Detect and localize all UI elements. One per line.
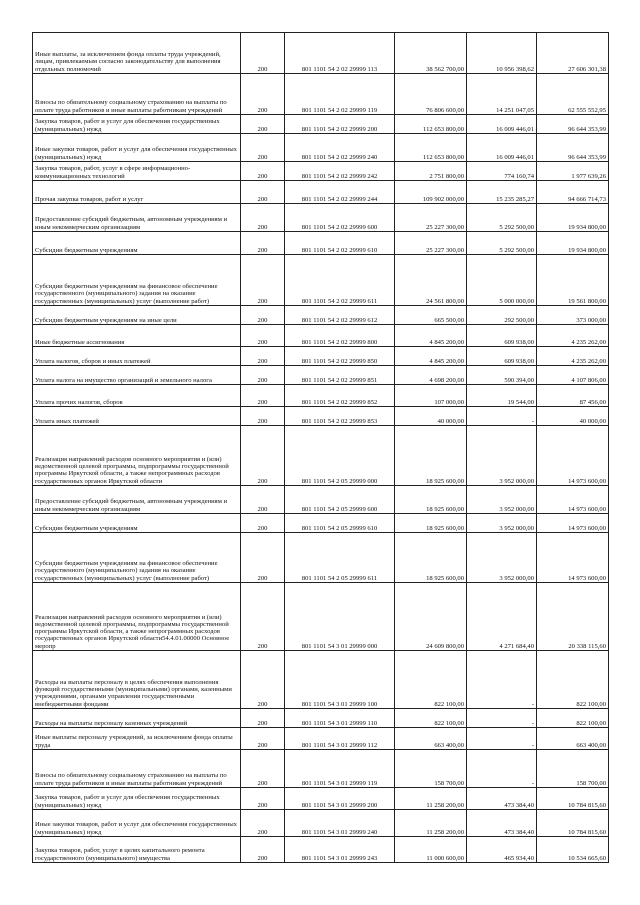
table-body [33, 33, 609, 863]
table-row [33, 204, 609, 232]
row-kbk-cell: 801 1101 54 3 01 29999 200 [285, 788, 395, 810]
row-approved-cell: 24 609 800,00 [395, 583, 467, 651]
row-kbk-cell: 801 1101 54 3 01 29999 119 [285, 750, 395, 788]
row-kbk-cell: 801 1101 54 2 02 29999 850 [285, 347, 395, 366]
row-name-cell: Закупка товаров, работ и услуг для обеспечения государственных (муниципальных) нужд [33, 115, 241, 134]
row-kbk-cell: 801 1101 54 2 05 29999 000 [285, 426, 395, 486]
row-approved-cell: 18 925 600,00 [395, 486, 467, 514]
row-approved-cell: 2 751 800,00 [395, 162, 467, 181]
row-name-cell: Иные бюджетные ассигнования [33, 325, 241, 347]
row-name-cell: Уплата прочих налогов, сборов [33, 385, 241, 407]
row-name-cell: Взносы по обязательному социальному страхованию на выплаты по оплате труда работников и иные выплаты работникам учреждений [33, 74, 241, 115]
row-unexecuted-cell: 62 555 552,95 [537, 74, 609, 115]
row-code-cell: 200 [241, 810, 285, 837]
row-unexecuted-cell: 19 934 800,00 [537, 204, 609, 232]
row-approved-cell: 107 000,00 [395, 385, 467, 407]
row-executed-cell: 3 952 000,00 [467, 533, 537, 583]
row-kbk-cell: 801 1101 54 2 02 29999 200 [285, 115, 395, 134]
row-code-cell: 200 [241, 347, 285, 366]
row-unexecuted-cell: 373 000,00 [537, 306, 609, 325]
row-code-cell: 200 [241, 750, 285, 788]
row-code-cell: 200 [241, 514, 285, 533]
row-name-cell: Иные закупки товаров, работ и услуг для обеспечения государственных (муниципальных) нужд [33, 134, 241, 162]
row-code-cell: 200 [241, 486, 285, 514]
row-code-cell: 200 [241, 306, 285, 325]
row-unexecuted-cell: 96 644 353,99 [537, 115, 609, 134]
row-name-cell: Иные выплаты персоналу учреждений, за исключением фонда оплаты труда [33, 728, 241, 750]
row-unexecuted-cell: 19 561 800,00 [537, 255, 609, 306]
row-approved-cell: 18 925 600,00 [395, 514, 467, 533]
table-row [33, 232, 609, 255]
row-unexecuted-cell: 20 338 115,60 [537, 583, 609, 651]
row-executed-cell: 15 235 285,27 [467, 181, 537, 204]
row-code-cell: 200 [241, 115, 285, 134]
row-code-cell: 200 [241, 255, 285, 306]
row-code-cell: 200 [241, 385, 285, 407]
row-unexecuted-cell: 14 973 600,00 [537, 533, 609, 583]
row-unexecuted-cell: 4 107 806,00 [537, 366, 609, 385]
row-kbk-cell: 801 1101 54 3 01 29999 240 [285, 810, 395, 837]
row-unexecuted-cell: 663 400,00 [537, 728, 609, 750]
row-name-cell: Субсидии бюджетным учреждениям [33, 232, 241, 255]
table-row [33, 514, 609, 533]
row-unexecuted-cell: 822 100,00 [537, 709, 609, 728]
table-row [33, 385, 609, 407]
row-name-cell: Субсидии бюджетным учреждениям [33, 514, 241, 533]
row-code-cell: 200 [241, 728, 285, 750]
row-executed-cell: 19 544,00 [467, 385, 537, 407]
row-name-cell: Закупка товаров, работ, услуг в целях капитального ремонта государственного (муниципального) имущества [33, 837, 241, 863]
row-kbk-cell: 801 1101 54 2 02 29999 600 [285, 204, 395, 232]
row-unexecuted-cell: 14 973 600,00 [537, 514, 609, 533]
row-approved-cell: 158 700,00 [395, 750, 467, 788]
row-approved-cell: 25 227 300,00 [395, 204, 467, 232]
row-approved-cell: 112 653 800,00 [395, 115, 467, 134]
table-row [33, 325, 609, 347]
table-row [33, 33, 609, 74]
row-kbk-cell: 801 1101 54 2 02 29999 119 [285, 74, 395, 115]
row-kbk-cell: 801 1101 54 3 01 29999 100 [285, 651, 395, 709]
row-code-cell: 200 [241, 232, 285, 255]
row-kbk-cell: 801 1101 54 3 01 29999 110 [285, 709, 395, 728]
row-code-cell: 200 [241, 325, 285, 347]
row-executed-cell: - [467, 709, 537, 728]
row-code-cell: 200 [241, 709, 285, 728]
table-row [33, 407, 609, 426]
row-executed-cell: 14 251 047,05 [467, 74, 537, 115]
table-row [33, 788, 609, 810]
row-kbk-cell: 801 1101 54 2 02 29999 240 [285, 134, 395, 162]
table-row [33, 162, 609, 181]
row-name-cell: Иные выплаты, за исключением фонда оплаты труда учреждений, лицам, привлекаемым согласно законодательству для выполнения отдельных полномочий [33, 33, 241, 74]
row-approved-cell: 25 227 300,00 [395, 232, 467, 255]
table-row [33, 426, 609, 486]
table-row [33, 306, 609, 325]
row-approved-cell: 822 100,00 [395, 651, 467, 709]
row-executed-cell: 609 938,00 [467, 325, 537, 347]
row-name-cell: Иные закупки товаров, работ и услуг для обеспечения государственных (муниципальных) нужд [33, 810, 241, 837]
row-kbk-cell: 801 1101 54 2 02 29999 852 [285, 385, 395, 407]
row-executed-cell: 3 952 000,00 [467, 486, 537, 514]
row-code-cell: 200 [241, 583, 285, 651]
row-executed-cell: 774 160,74 [467, 162, 537, 181]
row-unexecuted-cell: 4 235 262,00 [537, 325, 609, 347]
row-approved-cell: 665 500,00 [395, 306, 467, 325]
row-approved-cell: 663 400,00 [395, 728, 467, 750]
row-kbk-cell: 801 1101 54 2 05 29999 611 [285, 533, 395, 583]
row-approved-cell: 18 925 600,00 [395, 533, 467, 583]
table-row [33, 810, 609, 837]
row-approved-cell: 18 925 600,00 [395, 426, 467, 486]
row-executed-cell: 473 384,40 [467, 788, 537, 810]
table-row [33, 533, 609, 583]
row-name-cell: Закупка товаров, работ, услуг в сфере информационно-коммуникационных технологий [33, 162, 241, 181]
row-name-cell: Субсидии бюджетным учреждениям на финансовое обеспечение государственного (муниципального) задания на оказание государственных (муниципальных) услуг (выполнение работ) [33, 533, 241, 583]
row-name-cell: Реализация направлений расходов основного мероприятия и (или) ведомственной целевой программы, подпрограммы государственной программы Иркутской области, а также непрограммных расходов государственных органов Иркутской области [33, 426, 241, 486]
row-name-cell: Уплата налога на имущество организаций и земельного налога [33, 366, 241, 385]
row-executed-cell: - [467, 750, 537, 788]
table-row [33, 255, 609, 306]
row-executed-cell: 609 938,00 [467, 347, 537, 366]
row-code-cell: 200 [241, 134, 285, 162]
row-kbk-cell: 801 1101 54 2 02 29999 242 [285, 162, 395, 181]
row-unexecuted-cell: 40 000,00 [537, 407, 609, 426]
row-approved-cell: 11 258 200,00 [395, 788, 467, 810]
row-unexecuted-cell: 14 973 600,00 [537, 486, 609, 514]
row-unexecuted-cell: 1 977 639,26 [537, 162, 609, 181]
row-code-cell: 200 [241, 837, 285, 863]
row-unexecuted-cell: 10 784 815,60 [537, 810, 609, 837]
row-kbk-cell: 801 1101 54 2 02 29999 244 [285, 181, 395, 204]
row-unexecuted-cell: 19 934 800,00 [537, 232, 609, 255]
row-name-cell: Уплата налогов, сборов и иных платежей [33, 347, 241, 366]
row-executed-cell: 16 009 446,01 [467, 134, 537, 162]
row-code-cell: 200 [241, 204, 285, 232]
row-name-cell: Субсидии бюджетным учреждениям на иные цели [33, 306, 241, 325]
table-row [33, 115, 609, 134]
table-row [33, 347, 609, 366]
row-code-cell: 200 [241, 74, 285, 115]
row-code-cell: 200 [241, 407, 285, 426]
row-kbk-cell: 801 1101 54 2 02 29999 612 [285, 306, 395, 325]
row-name-cell: Уплата иных платежей [33, 407, 241, 426]
row-executed-cell: 4 271 684,40 [467, 583, 537, 651]
row-approved-cell: 4 845 200,00 [395, 325, 467, 347]
row-name-cell: Закупка товаров, работ и услуг для обеспечения государственных (муниципальных) нужд [33, 788, 241, 810]
row-code-cell: 200 [241, 162, 285, 181]
row-executed-cell: 10 956 398,62 [467, 33, 537, 74]
row-unexecuted-cell: 10 784 815,60 [537, 788, 609, 810]
row-approved-cell: 11 000 600,00 [395, 837, 467, 863]
row-executed-cell: 3 952 000,00 [467, 514, 537, 533]
row-approved-cell: 4 845 200,00 [395, 347, 467, 366]
table-row [33, 837, 609, 863]
row-code-cell: 200 [241, 533, 285, 583]
row-kbk-cell: 801 1101 54 2 02 29999 611 [285, 255, 395, 306]
row-approved-cell: 76 806 600,00 [395, 74, 467, 115]
row-unexecuted-cell: 158 700,00 [537, 750, 609, 788]
row-kbk-cell: 801 1101 54 2 02 29999 113 [285, 33, 395, 74]
row-name-cell: Реализация направлений расходов основного мероприятия и (или) ведомственной целевой программы, подпрограммы государственной программы Иркутской области, а также непрограммных расходов государственных органов Иркутской области54.4.01.00000 Основное меропр [33, 583, 241, 651]
row-executed-cell: 5 000 000,00 [467, 255, 537, 306]
table-row [33, 366, 609, 385]
row-executed-cell: - [467, 651, 537, 709]
row-executed-cell: 465 934,40 [467, 837, 537, 863]
row-unexecuted-cell: 14 973 600,00 [537, 426, 609, 486]
row-kbk-cell: 801 1101 54 2 05 29999 600 [285, 486, 395, 514]
row-executed-cell: 473 384,40 [467, 810, 537, 837]
row-kbk-cell: 801 1101 54 2 02 29999 851 [285, 366, 395, 385]
row-executed-cell: 590 394,00 [467, 366, 537, 385]
table-row [33, 651, 609, 709]
row-approved-cell: 822 100,00 [395, 709, 467, 728]
row-unexecuted-cell: 4 235 262,00 [537, 347, 609, 366]
row-approved-cell: 109 902 000,00 [395, 181, 467, 204]
table-row [33, 486, 609, 514]
table-row [33, 134, 609, 162]
row-executed-cell: 292 500,00 [467, 306, 537, 325]
row-name-cell: Расходы на выплаты персоналу в целях обеспечения выполнения функций государственными (муниципальными) органами, казенными учреждениями, органами управления государственными внебюджетными фондами [33, 651, 241, 709]
row-approved-cell: 11 258 200,00 [395, 810, 467, 837]
row-kbk-cell: 801 1101 54 3 01 29999 000 [285, 583, 395, 651]
row-executed-cell: - [467, 407, 537, 426]
row-name-cell: Расходы на выплаты персоналу казенных учреждений [33, 709, 241, 728]
row-code-cell: 200 [241, 426, 285, 486]
row-approved-cell: 4 698 200,00 [395, 366, 467, 385]
row-name-cell: Предоставление субсидий бюджетным, автономным учреждениям и иным некоммерческим организациям [33, 486, 241, 514]
row-unexecuted-cell: 10 534 665,60 [537, 837, 609, 863]
row-approved-cell: 38 562 700,00 [395, 33, 467, 74]
table-row [33, 74, 609, 115]
row-code-cell: 200 [241, 366, 285, 385]
row-unexecuted-cell: 96 644 353,99 [537, 134, 609, 162]
row-unexecuted-cell: 822 100,00 [537, 651, 609, 709]
row-approved-cell: 40 000,00 [395, 407, 467, 426]
row-code-cell: 200 [241, 788, 285, 810]
row-kbk-cell: 801 1101 54 2 02 29999 800 [285, 325, 395, 347]
table-row [33, 709, 609, 728]
row-executed-cell: 5 292 500,00 [467, 232, 537, 255]
row-name-cell: Предоставление субсидий бюджетным, автономным учреждениям и иным некоммерческим организациям [33, 204, 241, 232]
table-row [33, 750, 609, 788]
row-executed-cell: 3 952 000,00 [467, 426, 537, 486]
table-row [33, 181, 609, 204]
row-approved-cell: 112 653 800,00 [395, 134, 467, 162]
budget-execution-table [32, 32, 609, 863]
row-executed-cell: - [467, 728, 537, 750]
row-unexecuted-cell: 94 666 714,73 [537, 181, 609, 204]
row-name-cell: Прочая закупка товаров, работ и услуг [33, 181, 241, 204]
row-unexecuted-cell: 27 606 301,38 [537, 33, 609, 74]
table-row [33, 728, 609, 750]
row-executed-cell: 5 292 500,00 [467, 204, 537, 232]
row-code-cell: 200 [241, 181, 285, 204]
row-approved-cell: 24 561 800,00 [395, 255, 467, 306]
table-row [33, 583, 609, 651]
row-kbk-cell: 801 1101 54 3 01 29999 243 [285, 837, 395, 863]
row-kbk-cell: 801 1101 54 2 05 29999 610 [285, 514, 395, 533]
row-name-cell: Субсидии бюджетным учреждениям на финансовое обеспечение государственного (муниципального) задания на оказание государственных (муниципальных) услуг (выполнение работ) [33, 255, 241, 306]
row-code-cell: 200 [241, 651, 285, 709]
row-unexecuted-cell: 87 456,00 [537, 385, 609, 407]
row-kbk-cell: 801 1101 54 2 02 29999 610 [285, 232, 395, 255]
row-kbk-cell: 801 1101 54 2 02 29999 853 [285, 407, 395, 426]
row-code-cell: 200 [241, 33, 285, 74]
row-executed-cell: 16 009 446,01 [467, 115, 537, 134]
row-kbk-cell: 801 1101 54 3 01 29999 112 [285, 728, 395, 750]
row-name-cell: Взносы по обязательному социальному страхованию на выплаты по оплате труда работников и иные выплаты работникам учреждений [33, 750, 241, 788]
